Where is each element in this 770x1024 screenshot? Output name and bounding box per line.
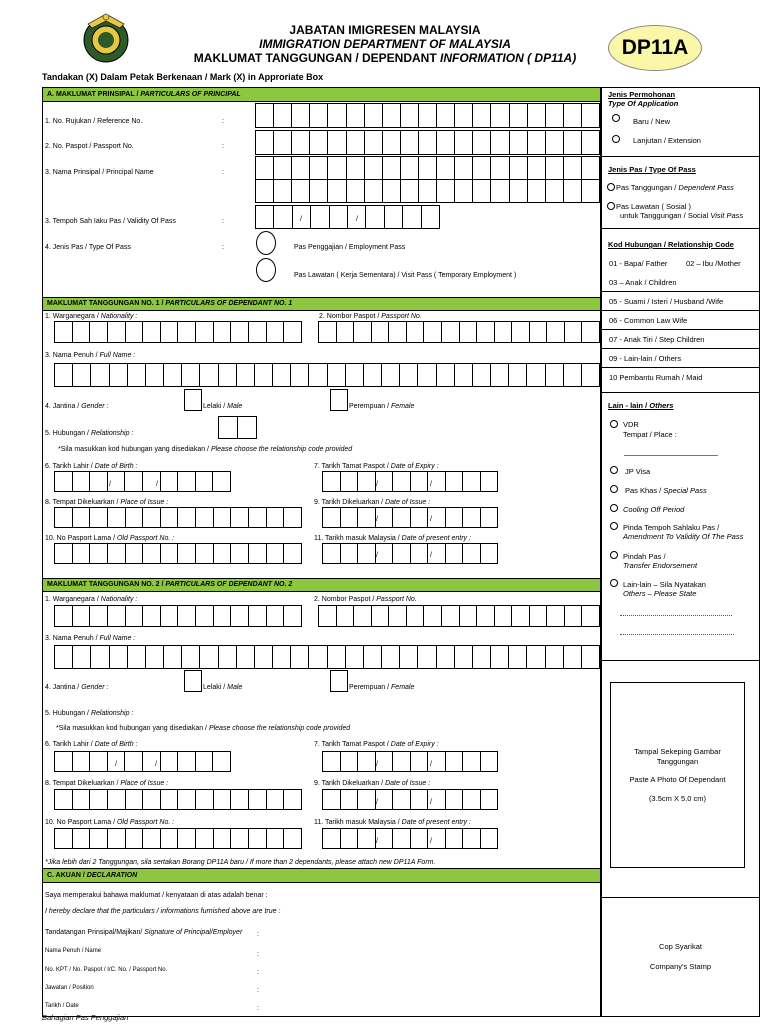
d1-fullname-boxes[interactable] bbox=[55, 363, 600, 387]
date-label: Tarikh / Date bbox=[45, 1003, 79, 1009]
d2-entry-slash-1: / bbox=[376, 838, 378, 845]
transfer-endorsement-radio[interactable] bbox=[610, 551, 618, 559]
d2-nationality-boxes[interactable] bbox=[55, 605, 302, 627]
visit-pass-label: Pas Lawatan ( Kerja Sementara) / Visit Pass ( Temporary Employment ) bbox=[294, 272, 517, 279]
d1-nationality-boxes[interactable] bbox=[55, 321, 302, 343]
d2-passport-boxes[interactable] bbox=[319, 605, 600, 627]
other-state-label-english: Others – Please State bbox=[623, 589, 697, 598]
d1-issue-slash-2: / bbox=[430, 516, 432, 523]
photo-line-1: Tampal Sekeping Gambar bbox=[634, 747, 721, 756]
new-application-label: Baru / New bbox=[633, 117, 671, 126]
company-stamp-malay: Cop Syarikat bbox=[659, 942, 702, 951]
vdr-place-label: Tempat / Place : bbox=[623, 430, 677, 439]
d2-dob-label: 6. Tarikh Lahir / Date of Birth : bbox=[45, 741, 138, 748]
d2-expiry-slash-2: / bbox=[430, 761, 432, 768]
d2-female-checkbox[interactable] bbox=[330, 670, 348, 692]
dependent-pass-radio[interactable] bbox=[607, 183, 615, 191]
validity-label: 3. Tempoh Sah Iaku Pas / Validity Of Pass bbox=[45, 218, 176, 225]
d2-dob-slash-1: / bbox=[115, 761, 117, 768]
divider-5 bbox=[601, 897, 760, 898]
employment-pass-label: Pas Penggajian / Employment Pass bbox=[294, 244, 406, 251]
d1-dob-slash-2: / bbox=[156, 481, 158, 488]
transfer-label-english: Transfer Endorsement bbox=[623, 561, 698, 570]
d1-relationship-note: *Sila masukkan kod hubungan yang disediakan / Please choose the relationship code provided bbox=[58, 446, 353, 453]
code-children: 03 – Anak / Children bbox=[609, 278, 677, 287]
section-a-title-malay: A. MAKLUMAT PRINSIPAL / bbox=[47, 91, 141, 98]
declaration-header bbox=[42, 868, 601, 883]
code-maid: 10 Pembantu Rumah / Maid bbox=[609, 373, 703, 382]
social-visit-pass-radio[interactable] bbox=[607, 202, 615, 210]
special-pass-label: Pas Khas / Special Pass bbox=[625, 486, 707, 495]
transfer-label-malay: Pindah Pas / bbox=[623, 552, 666, 561]
other-line-2 bbox=[620, 634, 734, 635]
d1-fullname-label: 3. Nama Penuh / Full Name : bbox=[45, 352, 136, 359]
code-common-law: 06 - Common Law Wife bbox=[609, 316, 688, 325]
extension-label: Lanjutan / Extension bbox=[633, 136, 701, 145]
validity-slash-2: / bbox=[356, 216, 358, 223]
d2-fullname-boxes[interactable] bbox=[55, 645, 600, 669]
application-type-subtitle: Type Of Application bbox=[608, 99, 679, 108]
d2-relationship-note: *Sila masukkan kod hubungan yang disediakan / Please choose the relationship code provided bbox=[56, 725, 351, 732]
d1-place-boxes[interactable] bbox=[55, 507, 302, 528]
d2-old-passport-label: 10. No Pasport Lama / Old Passport No. : bbox=[45, 819, 175, 826]
d2-male-label: Lelaki / Male bbox=[203, 684, 243, 691]
declaration-line-english: I hereby declare that the particulars / informations furnished above are true : bbox=[45, 908, 281, 915]
passport-no-colon: : bbox=[222, 143, 224, 150]
footer-text: Bahagian Pas Penggajian bbox=[42, 1013, 129, 1022]
social-visit-pass-label-2: untuk Tanggungan / Social Visit Pass bbox=[620, 211, 744, 220]
d1-old-passport-label: 10. No Pasport Lama / Old Passport No. : bbox=[45, 535, 175, 542]
d1-male-checkbox[interactable] bbox=[184, 389, 202, 411]
amend-validity-label-english: Amendment To Validity Of The Pass bbox=[623, 532, 744, 541]
d2-expiry-boxes[interactable] bbox=[323, 751, 498, 772]
id-no-colon: : bbox=[257, 969, 259, 976]
declaration-title-malay: C. AKUAN / bbox=[47, 872, 87, 879]
extra-dependants-note: *Jika lebih dari 2 Tanggungan, sila sertakan Borang DP11A baru / If more than 2 dependants, please attach new DP11A Form. bbox=[45, 859, 436, 866]
visit-pass-radio[interactable] bbox=[256, 258, 276, 282]
header-line-2: IMMIGRATION DEPARTMENT OF MALAYSIA bbox=[259, 37, 511, 51]
code-step-children: 07 - Anak Tiri / Step Children bbox=[609, 335, 705, 344]
d1-female-label: Perempuan / Female bbox=[349, 403, 415, 410]
d1-entry-slash-2: / bbox=[430, 552, 432, 559]
position-label: Jawatan / Position bbox=[45, 985, 94, 991]
d2-fullname-label: 3. Nama Penuh / Full Name : bbox=[45, 635, 136, 642]
code-mother: 02 – Ibu /Mother bbox=[686, 259, 741, 268]
jp-visa-label: JP Visa bbox=[625, 467, 651, 476]
vdr-place-line bbox=[624, 455, 718, 456]
employment-pass-radio[interactable] bbox=[256, 231, 276, 255]
principal-name-colon: : bbox=[222, 169, 224, 176]
divider-codes-5 bbox=[601, 367, 760, 368]
d2-issue-label: 9. Tarikh Dikeluarkan / Date of Issue : bbox=[314, 780, 431, 787]
d1-entry-slash-1: / bbox=[376, 552, 378, 559]
code-spouse: 05 - Suami / Isteri / Husband /Wife bbox=[609, 297, 724, 306]
pass-type-title: Jenis Pas / Type Of Pass bbox=[608, 165, 696, 174]
d2-dob-boxes[interactable] bbox=[55, 751, 231, 772]
section-a-header bbox=[42, 87, 601, 102]
d1-expiry-boxes[interactable] bbox=[323, 471, 498, 492]
others-title: Lain - lain / Others bbox=[608, 401, 674, 410]
d2-old-passport-boxes[interactable] bbox=[55, 828, 302, 849]
dependant-2-title-english: PARTICULARS OF DEPENDANT NO. 2 bbox=[165, 581, 293, 588]
d1-female-checkbox[interactable] bbox=[330, 389, 348, 411]
d1-issue-label: 9. Tarikh Dikeluarkan / Date of Issue : bbox=[314, 499, 431, 506]
jp-visa-radio[interactable] bbox=[610, 466, 618, 474]
vdr-radio[interactable] bbox=[610, 420, 618, 428]
d1-issue-slash-1: / bbox=[376, 516, 378, 523]
dependant-2-header bbox=[42, 578, 601, 592]
ref-no-colon: : bbox=[222, 118, 224, 125]
d2-female-label: Perempuan / Female bbox=[349, 684, 415, 691]
d1-relationship-boxes[interactable] bbox=[219, 416, 257, 439]
divider-codes-3 bbox=[601, 329, 760, 330]
d2-place-label: 8. Tempat Dikeluarkan / Place of Issue : bbox=[45, 780, 169, 787]
d2-male-checkbox[interactable] bbox=[184, 670, 202, 692]
name-label: Nama Penuh / Name bbox=[45, 948, 102, 954]
declaration-line-malay: Saya memperakui bahawa maklumat / kenyataan di atas adalah benar : bbox=[45, 892, 268, 899]
d1-dob-label: 6. Tarikh Lahir / Date of Birth : bbox=[45, 463, 138, 470]
cooling-off-radio[interactable] bbox=[610, 504, 618, 512]
d1-entry-boxes[interactable] bbox=[323, 543, 498, 564]
d2-dob-slash-2: / bbox=[155, 761, 157, 768]
relationship-code-title: Kod Hubungan / Relationship Code bbox=[608, 240, 734, 249]
company-stamp-english: Company’s Stamp bbox=[649, 962, 712, 971]
d1-dob-slash-1: / bbox=[109, 481, 111, 488]
d1-relationship-label: 5. Hubungan / Relationship : bbox=[45, 430, 134, 437]
d1-nationality-label: 1. Warganegara / Nationality : bbox=[45, 313, 138, 320]
application-type-title: Jenis Permohonan bbox=[608, 90, 676, 99]
cooling-off-label: Cooling Off Period bbox=[623, 505, 685, 514]
d1-expiry-slash-2: / bbox=[430, 481, 432, 488]
ref-no-label: 1. No. Rujukan / Reference No. bbox=[45, 118, 143, 125]
d2-relationship-label: 5. Hubungan / Relationship : bbox=[45, 710, 134, 717]
d1-issue-boxes[interactable] bbox=[323, 507, 498, 528]
divider-4 bbox=[601, 660, 760, 661]
d2-expiry-label: 7. Tarikh Tamat Paspot / Date of Expiry : bbox=[314, 741, 439, 748]
form-code-badge bbox=[608, 25, 702, 71]
passport-no-label: 2. No. Paspot / Passport No. bbox=[45, 143, 134, 150]
amend-validity-label-malay: Pinda Tempoh Sahlaku Pas / bbox=[623, 523, 720, 532]
d2-expiry-slash-1: / bbox=[376, 761, 378, 768]
header-line-3-english: INFORMATION ( DP11A) bbox=[440, 51, 577, 65]
amend-validity-radio[interactable] bbox=[610, 522, 618, 530]
section-a-title-english: PARTICULARS OF PRINCIPAL bbox=[140, 91, 241, 98]
d1-passport-label: 2. Nombor Paspot / Passport No. bbox=[319, 313, 422, 320]
divider-codes-1 bbox=[601, 291, 760, 292]
other-state-radio[interactable] bbox=[610, 579, 618, 587]
d1-expiry-slash-1: / bbox=[376, 481, 378, 488]
signature-colon: : bbox=[257, 931, 259, 938]
d2-issue-slash-1: / bbox=[376, 799, 378, 806]
dependant-1-header bbox=[42, 297, 601, 311]
header-line-1: JABATAN IMIGRESEN MALAYSIA bbox=[289, 23, 481, 37]
code-father: 01 - Bapa/ Father bbox=[609, 259, 668, 268]
validity-slash-1: / bbox=[300, 216, 302, 223]
principal-name-boxes-row2[interactable] bbox=[256, 179, 600, 203]
special-pass-radio[interactable] bbox=[610, 485, 618, 493]
pass-type-label: 4. Jenis Pas / Type Of Pass bbox=[45, 244, 131, 251]
dependant-1-title-malay: MAKLUMAT TANGGUNGAN NO. 1 / bbox=[47, 300, 166, 307]
photo-size: (3.5cm X 5.0 cm) bbox=[648, 794, 707, 803]
code-others: 09 - Lain-lain / Others bbox=[609, 354, 682, 363]
d1-passport-boxes[interactable] bbox=[319, 321, 600, 343]
d2-entry-boxes[interactable] bbox=[323, 828, 498, 849]
dependant-2-title-malay: MAKLUMAT TANGGUNGAN NO. 2 / bbox=[47, 581, 166, 588]
declaration-title-english: DECLARATION bbox=[86, 872, 138, 879]
id-no-label: No. KPT / No. Paspot / I/C. No. / Passport No. bbox=[45, 967, 168, 973]
divider-3 bbox=[601, 392, 760, 393]
position-colon: : bbox=[257, 987, 259, 994]
other-state-label-malay: Lain-lain – Sila Nyatakan bbox=[623, 580, 706, 589]
d1-dob-boxes[interactable] bbox=[55, 471, 231, 492]
ref-no-boxes[interactable] bbox=[256, 103, 600, 128]
divider-2 bbox=[601, 228, 760, 229]
pass-type-colon: : bbox=[222, 244, 224, 251]
divider-1 bbox=[601, 156, 760, 157]
d1-old-passport-boxes[interactable] bbox=[55, 543, 302, 564]
d1-entry-label: 11. Tarikh masuk Malaysia / Date of present entry : bbox=[314, 535, 471, 542]
d1-expiry-label: 7. Tarikh Tamat Paspot / Date of Expiry : bbox=[314, 463, 439, 470]
d1-place-label: 8. Tempat Dikeluarkan / Place of Issue : bbox=[45, 499, 169, 506]
d2-place-boxes[interactable] bbox=[55, 789, 302, 810]
new-application-radio[interactable] bbox=[612, 114, 620, 122]
divider-codes-4 bbox=[601, 348, 760, 349]
dependent-pass-label: Pas Tanggungan / Dependent Pass bbox=[616, 183, 734, 192]
principal-name-boxes-row1[interactable] bbox=[256, 156, 600, 180]
d2-gender-label: 4. Jantina / Gender : bbox=[45, 684, 109, 691]
passport-no-boxes[interactable] bbox=[256, 130, 600, 155]
form-code: DP11A bbox=[621, 36, 689, 59]
extension-radio[interactable] bbox=[612, 135, 620, 143]
social-visit-pass-label: Pas Lawatan ( Sosial ) bbox=[616, 202, 692, 211]
d2-entry-slash-2: / bbox=[430, 838, 432, 845]
validity-boxes[interactable] bbox=[256, 205, 440, 229]
d2-passport-label: 2. Nombor Paspot / Passport No. bbox=[314, 596, 417, 603]
divider-codes-2 bbox=[601, 310, 760, 311]
header-line-3-malay: MAKLUMAT TANGGUNGAN / DEPENDANT bbox=[193, 51, 440, 65]
photo-line-2: Tanggungan bbox=[656, 757, 699, 766]
instruction-text: Tandakan (X) Dalam Petak Berkenaan / Mark (X) in Approriate Box bbox=[42, 72, 324, 82]
other-line-1 bbox=[620, 615, 732, 616]
date-colon: : bbox=[257, 1005, 259, 1012]
d1-gender-label: 4. Jantina / Gender : bbox=[45, 403, 109, 410]
d2-nationality-label: 1. Warganegara / Nationality : bbox=[45, 596, 138, 603]
d1-male-label: Lelaki / Male bbox=[203, 403, 243, 410]
name-colon: : bbox=[257, 951, 259, 958]
d2-entry-label: 11. Tarikh masuk Malaysia / Date of present entry : bbox=[314, 819, 471, 826]
signature-label: Tandatangan Prinsipal/Majikan/ Signature of Principal/Employer bbox=[45, 929, 243, 936]
vdr-label: VDR bbox=[623, 420, 639, 429]
validity-colon: : bbox=[222, 218, 224, 225]
d2-issue-slash-2: / bbox=[430, 799, 432, 806]
photo-line-3: Paste A Photo Of Dependant bbox=[629, 775, 726, 784]
dependant-1-title-english: PARTICULARS OF DEPENDANT NO. 1 bbox=[165, 300, 293, 307]
principal-name-label: 3. Nama Prinsipal / Principal Name bbox=[45, 169, 154, 176]
d2-issue-boxes[interactable] bbox=[323, 789, 498, 810]
